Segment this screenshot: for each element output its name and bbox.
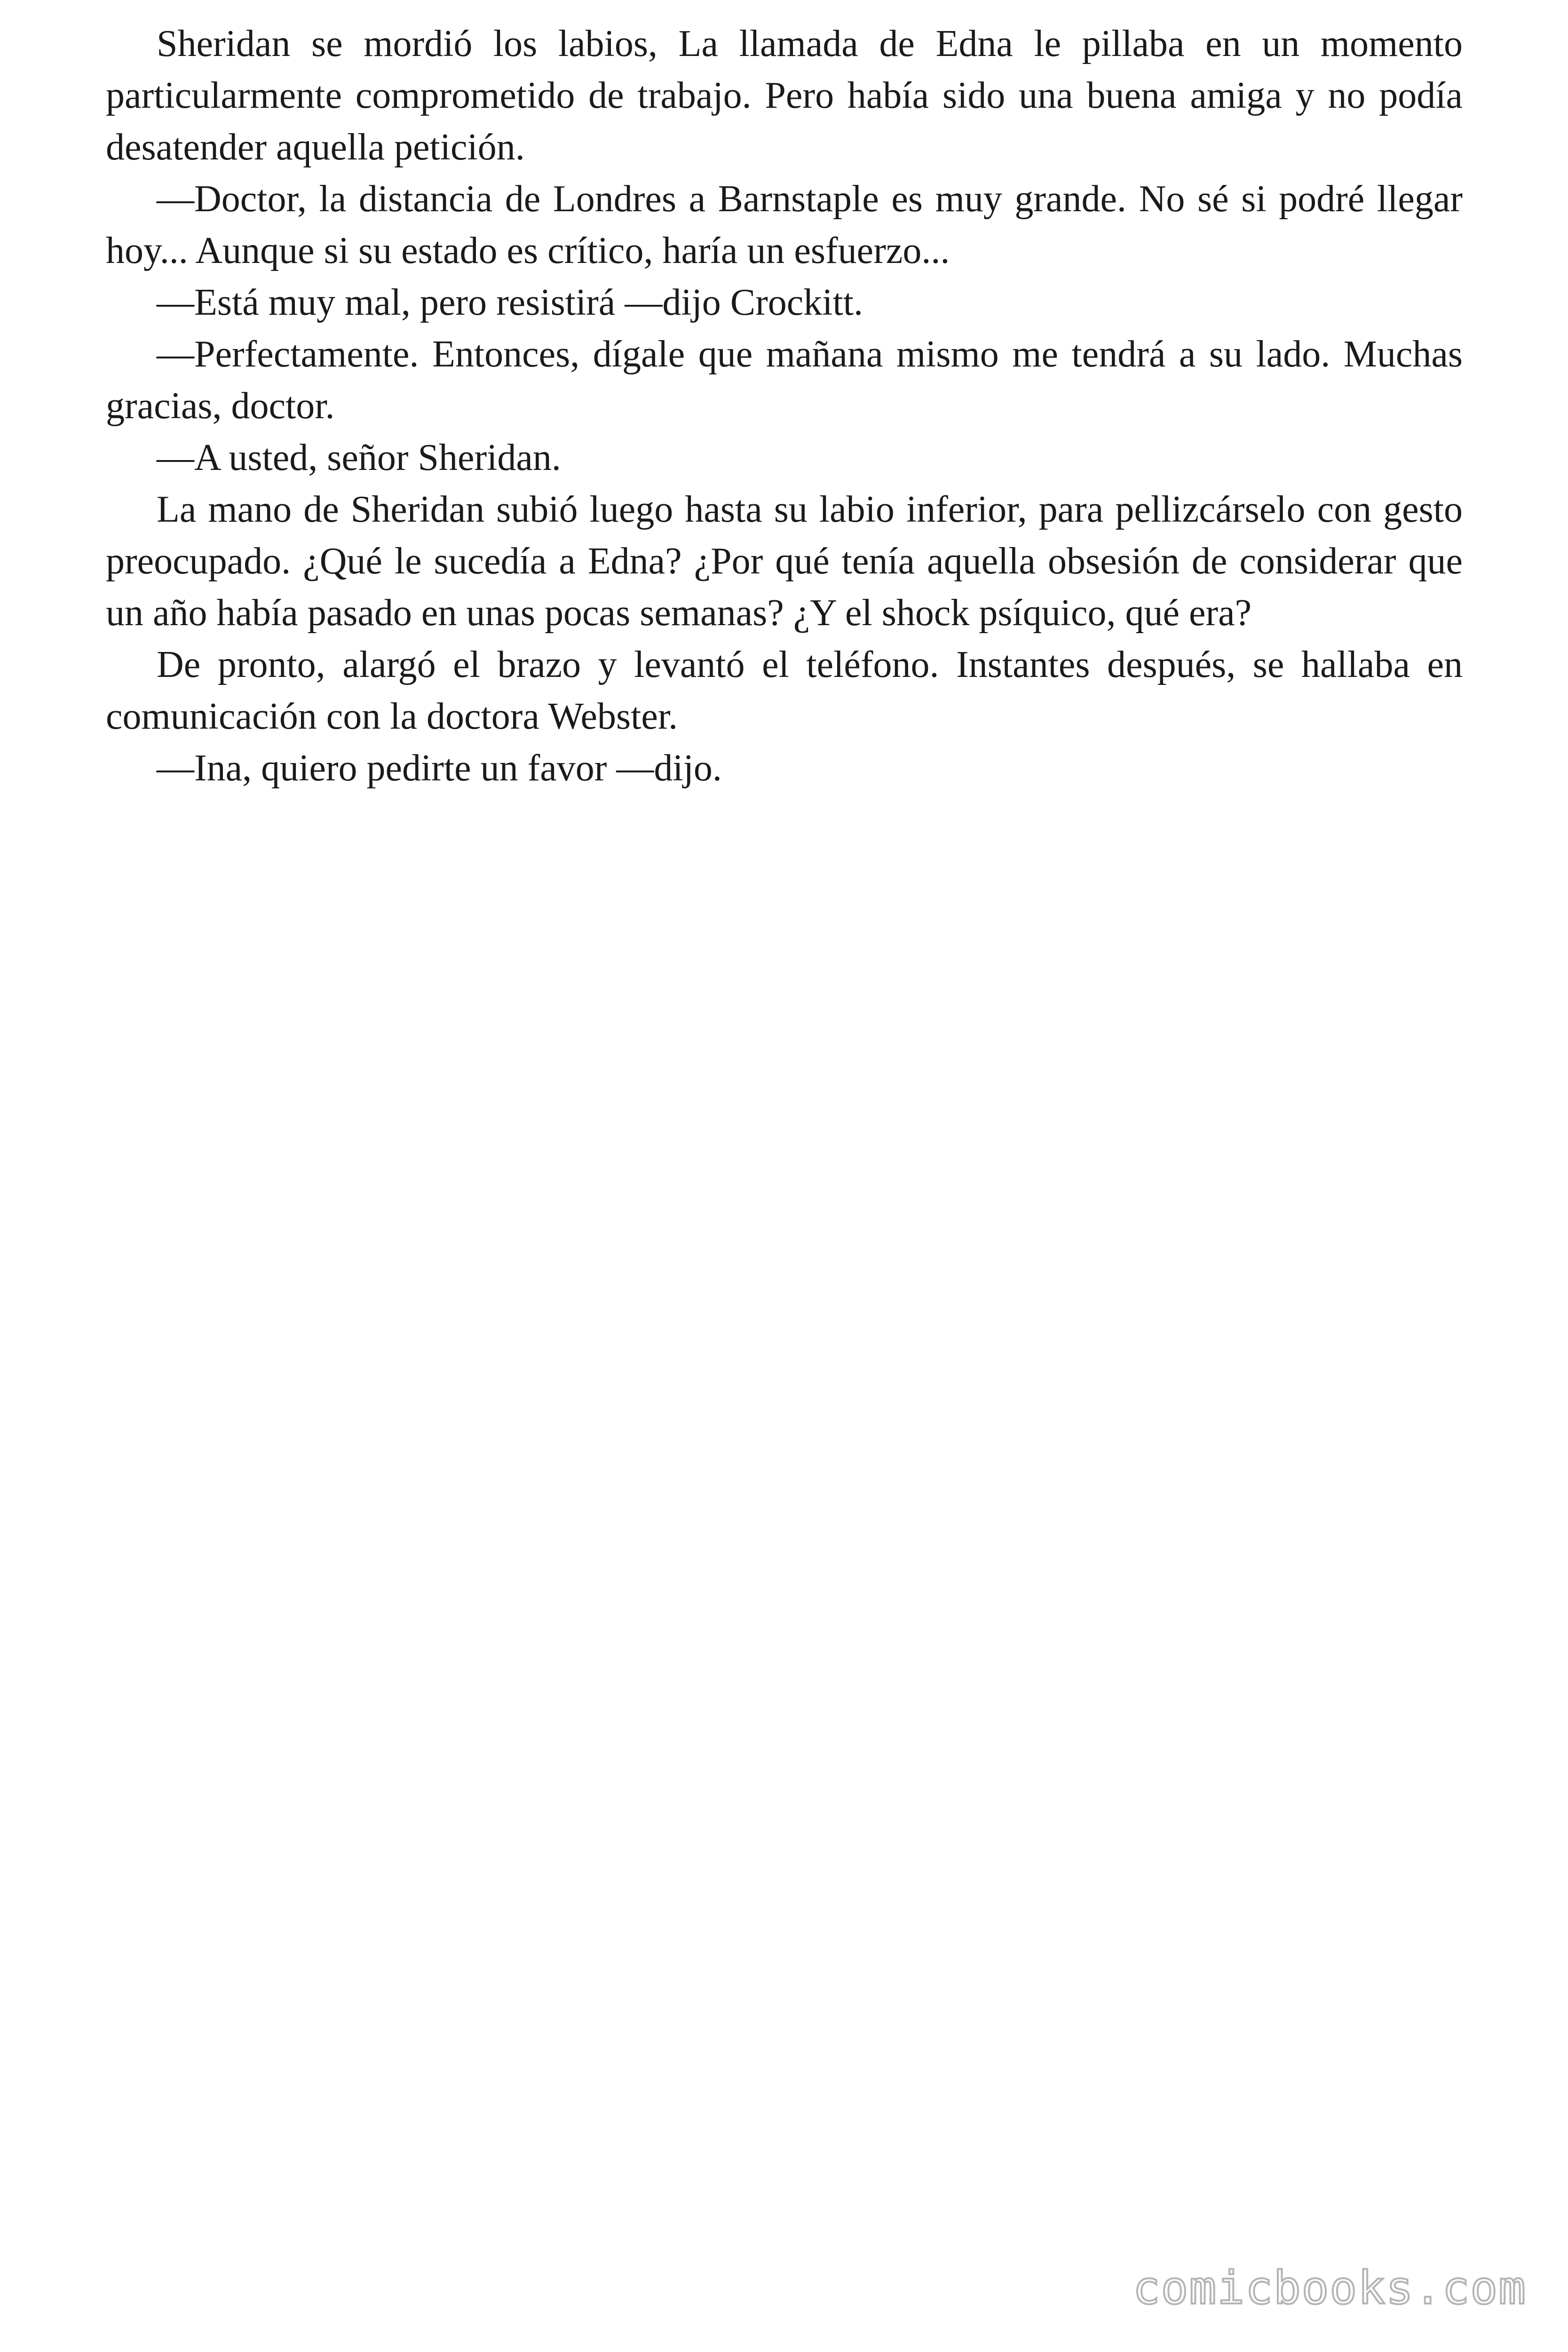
paragraph: De pronto, alargó el brazo y levantó el teléfono. Instantes después, se hallaba en comunicación con la doctora Webster. (106, 644, 1463, 737)
body-text (106, 18, 1463, 794)
paragraph: Sheridan se mordió los labios, La llamada de Edna le pillaba en un momento particularmente comprometido de trabajo. Pero había sido una buena amiga y no podía desatender aquella petición. (106, 23, 1463, 168)
paragraph: —A usted, señor Sheridan. (157, 437, 561, 478)
paragraph: La mano de Sheridan subió luego hasta su labio inferior, para pellizcárselo con gesto preocupado. ¿Qué le sucedía a Edna? ¿Por qué tenía aquella obsesión de considerar que un año había pasado en unas pocas semanas? ¿Y el shock psíquico, qué era? (106, 489, 1463, 634)
watermark: comicbooks.com (1132, 2262, 1527, 2314)
paragraph: —Está muy mal, pero resistirá —dijo Crockitt. (157, 282, 863, 323)
paragraph: —Perfectamente. Entonces, dígale que mañana mismo me tendrá a su lado. Muchas gracias, doctor. (106, 334, 1463, 427)
paragraph: —Ina, quiero pedirte un favor —dijo. (157, 747, 722, 789)
paragraph: —Doctor, la distancia de Londres a Barnstaple es muy grande. No sé si podré llegar hoy... Aunque si su estado es crítico, haría un esfuerzo... (106, 178, 1463, 271)
